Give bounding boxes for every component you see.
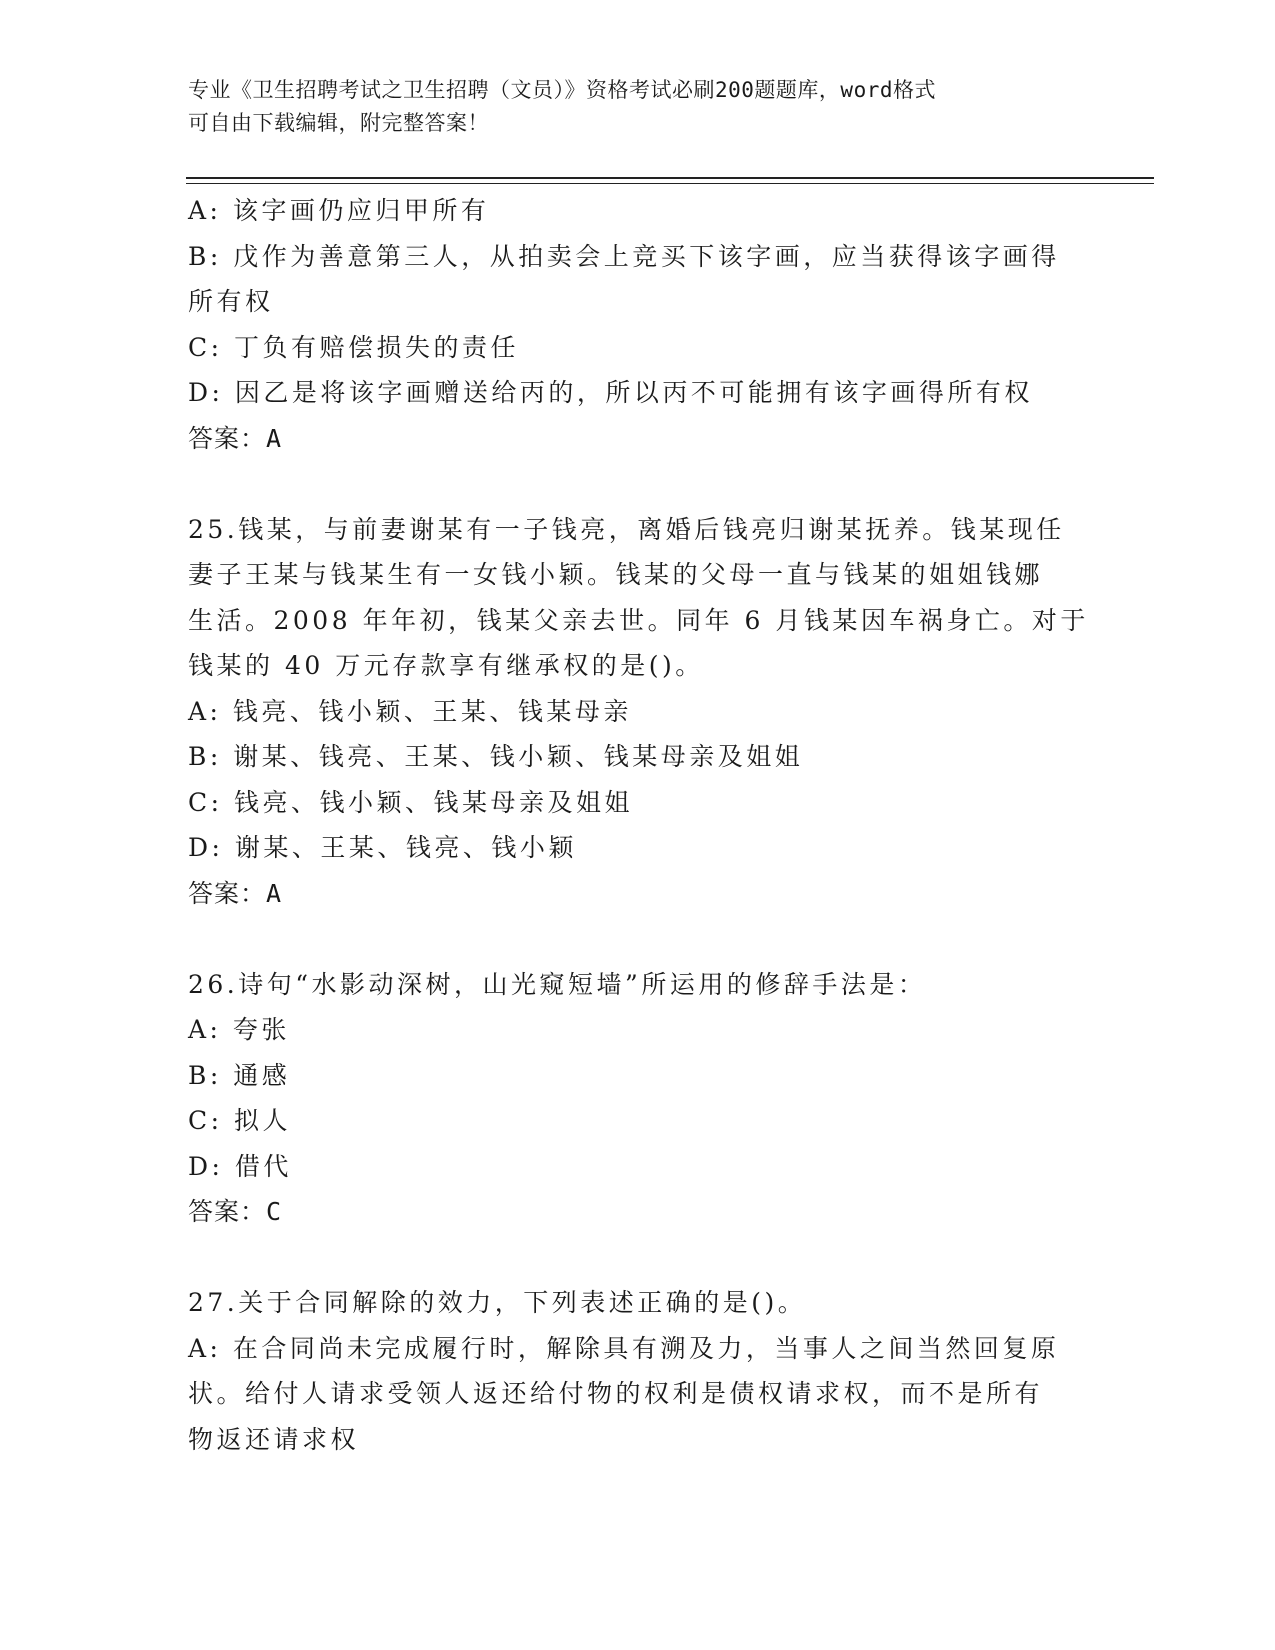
spacer: [188, 1235, 1088, 1281]
header-title-line-1: 专业《卫生招聘考试之卫生招聘（文员）》资格考试必刷200题题库，word格式: [188, 78, 936, 102]
question-stem-continued: 钱某的 40 万元存款享有继承权的是()。: [188, 651, 704, 680]
question-24-options: [188, 188, 1088, 461]
answer-line: 答案：A: [188, 423, 283, 453]
option-a: A: 钱亮、钱小颖、王某、钱某母亲: [188, 696, 632, 726]
option-d: D: 因乙是将该字画赠送给丙的，所以丙不可能拥有该字画得所有权: [188, 378, 1033, 407]
option-d: D: 谢某、王某、钱亮、钱小颖: [188, 833, 577, 862]
question-25: [188, 507, 1088, 917]
header-title-line-2: 可自由下载编辑，附完整答案！: [188, 111, 489, 135]
option-c: C: 丁负有赔偿损失的责任: [188, 332, 519, 362]
header-divider-thin: [186, 183, 1154, 184]
option-b: B: 谢某、钱亮、王某、钱小颖、钱某母亲及姐姐: [188, 742, 804, 771]
option-b: B: 戊作为善意第三人，从拍卖会上竞买下该字画，应当获得该字画得: [188, 241, 1060, 271]
question-stem: 25.钱某，与前妻谢某有一子钱亮，离婚后钱亮归谢某抚养。钱某现任: [188, 514, 1065, 544]
question-stem: 27.关于合同解除的效力，下列表述正确的是()。: [188, 1288, 807, 1317]
spacer: [188, 461, 1088, 507]
question-27: [188, 1280, 1088, 1462]
option-a: A: 在合同尚未完成履行时，解除具有溯及力，当事人之间当然回复原: [188, 1333, 1060, 1363]
option-b-continued: 所有权: [188, 287, 274, 316]
option-d: D: 借代: [188, 1151, 292, 1181]
spacer: [188, 916, 1088, 962]
question-stem-continued: 生活。2008 年年初，钱某父亲去世。同年 6 月钱某因车祸身亡。对于: [188, 605, 1089, 635]
answer-line: 答案：A: [188, 878, 283, 908]
question-content: [188, 188, 1088, 1462]
document-header: [188, 74, 1088, 140]
option-c: C: 钱亮、钱小颖、钱某母亲及姐姐: [188, 787, 633, 817]
option-a-continued: 状。给付人请求受领人返还给付物的权利是债权请求权，而不是所有: [188, 1379, 1044, 1408]
question-26: [188, 962, 1088, 1235]
option-b: B: 通感: [188, 1060, 291, 1090]
header-divider-thick: [186, 177, 1154, 179]
question-stem: 26.诗句“水影动深树，山光窥短墙”所运用的修辞手法是：: [188, 969, 927, 999]
question-stem-continued: 妻子王某与钱某生有一女钱小颖。钱某的父母一直与钱某的姐姐钱娜: [188, 560, 1044, 589]
option-a-continued: 物返还请求权: [188, 1424, 360, 1454]
option-a: A: 该字画仍应归甲所有: [188, 196, 490, 225]
option-a: A: 夸张: [188, 1015, 290, 1044]
option-c: C: 拟人: [188, 1106, 291, 1135]
answer-line: 答案：C: [188, 1197, 283, 1226]
